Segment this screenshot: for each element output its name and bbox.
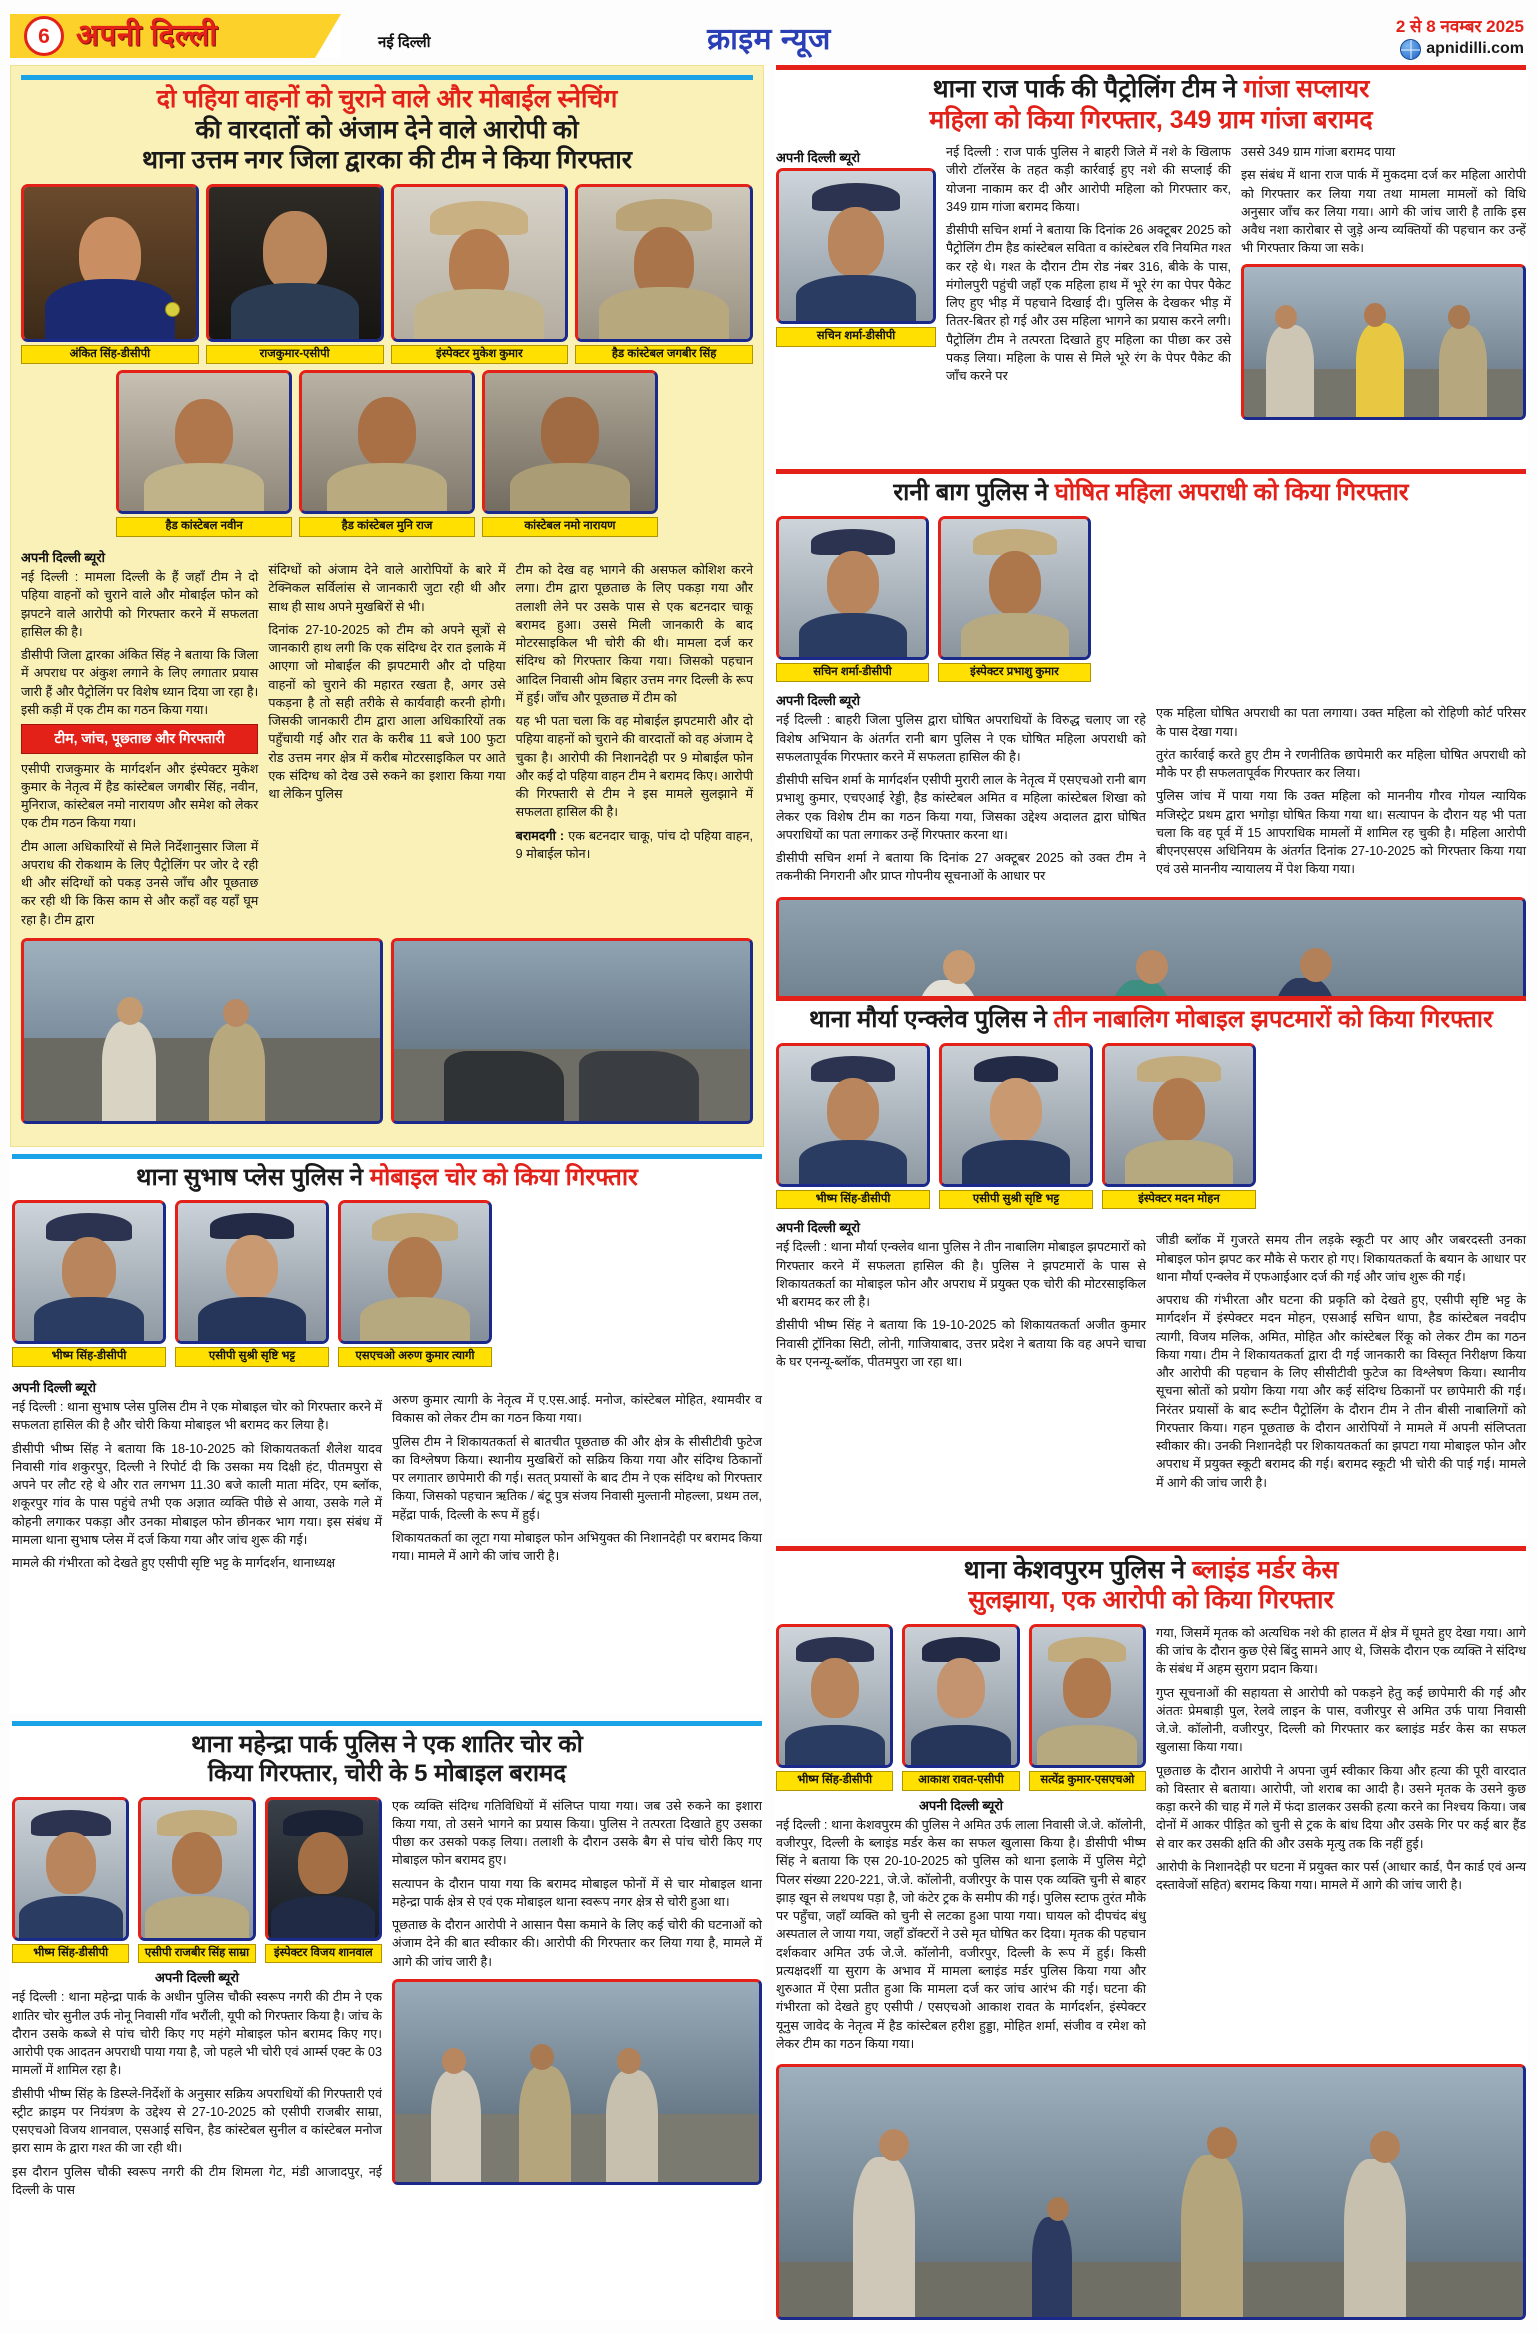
- divider-blue: [12, 1721, 762, 1726]
- section-title: क्राइम न्यूज: [707, 23, 831, 56]
- article-body-wrap: [12, 1373, 762, 1577]
- body-col-1: [946, 143, 1231, 420]
- photo-caption: सचिन शर्मा-डीसीपी: [776, 663, 929, 683]
- article-raj-park: [774, 65, 1528, 462]
- left-column: [10, 65, 764, 2320]
- photo-item: [175, 1200, 329, 1367]
- photo-item: [21, 184, 199, 365]
- photo-caption: इंस्पेक्टर विजय शानवाल: [265, 1944, 382, 1964]
- portrait-photo: [21, 184, 199, 342]
- photo-item: [265, 1797, 382, 1964]
- photo-strip-row2: [116, 370, 658, 537]
- paragraph: यह भी पता चला कि वह मोबाईल झपटमारी और दो पहिया वाहनों को चुराने की वारदातों को वह अंजाम दे चुका है। आरोपी की निशानदेही पर 9 मोबाईल फोन और कई दो पहिया वाहन टीम ने बरामद किए। आरोपी की गिरफ्तारी से टीम ने इस मामले सुलझाने में सफलता हासिल की है।: [515, 714, 753, 820]
- masthead: [10, 0, 1528, 60]
- photo-item: [299, 370, 475, 537]
- portrait-photo: [902, 1624, 1019, 1768]
- photo-item: [1029, 1624, 1146, 1791]
- body-col-3: [516, 543, 753, 934]
- divider-red: [776, 1546, 1526, 1551]
- photo-item: [776, 1624, 893, 1791]
- portrait-photo: [938, 516, 1091, 660]
- scene-photos-uttam: [21, 938, 753, 1124]
- body-col-2: [1241, 143, 1526, 420]
- body-col-1: [12, 1797, 382, 2205]
- paragraph: अपराध की गंभीरता और घटना की प्रकृति को देखते हुए, एसीपी सृष्टि भट्ट के मार्गदर्शन में इंस्पेक्टर मदन मोहन, एसआई सचिन थापा, हैड कांस्टेबल नवदीप त्यागी, विजय मलिक, अमित, मोहित और कांस्टेबल रिंकू को लेकर टीम का गठन किया गया। टीम ने शिकायतकर्ता द्वारा दी गई जानकारी का विस्तृत निरीक्षण किया और आरोपी की पहचान के लिए सीसीटीवी फुटेज का विश्लेषण किया। स्थानीय सूचना स्रोतों को प्रयोग किया गया और कई संदिग्ध ठिकानों पर छापेमारी की गई। निरंतर प्रयासों के बाद रूटीन पैट्रोलिंग के दौरान टीम ने तीन बीसी नाबालिगों को गिरफ्तार किया। गहन पूछताछ के दौरान आरोपियों ने मामले में अपनी संलिप्तता स्वीकार की। उनकी निशानदेही पर शिकायतकर्ता का झपटा गया मोबाइल फोन और अपराध में प्रयुक्त स्कूटी बरामद की गई। बरामद स्कूटी भी चोरी की पाई गई। मामले में आगे की जांच जारी है।: [1156, 1293, 1526, 1490]
- paragraph: एक व्यक्ति संदिग्ध गतिविधियों में संलिप्त पाया गया। जब उसे रुकने का इशारा किया गया, तो उसने भागने का प्रयास किया। पुलिस ने तत्परता दिखाते हुए उसका पीछा कर उसको पकड़ लिया। तलाशी के दौरान उसके बैग से पांच चोरी किए गए मोबाइल फोन बरामद हुए।: [392, 1798, 762, 1868]
- paragraph: आरोपी के निशानदेही पर घटना में प्रयुक्त कार पर्स (आधार कार्ड, पैन कार्ड एवं अन्य दस्तावेजों सहित) बरामद किया गया। मामले में आगे की जांच जारी है।: [1156, 1859, 1526, 1893]
- byline: अपनी दिल्ली ब्यूरो: [776, 1220, 861, 1236]
- article-body-wrap: [776, 1213, 1526, 1497]
- paragraph: मामले की गंभीरता को देखते हुए एसीपी सृष्टि भट्ट के मार्गदर्शन, थानाध्यक्ष: [12, 1556, 336, 1571]
- paragraph: संदिग्धों को अंजाम देने वाले आरोपियों के बारे में टेक्निकल सर्विलांस से जानकारी जुटा रही थी और साथ ही साथ अपने मुखबिरों से भी।: [268, 563, 506, 614]
- scene-photo: [21, 938, 383, 1124]
- paragraph: इस दौरान पुलिस चौकी स्वरूप नगरी की टीम शिमला गेट, मंडी आजादपुर, नई दिल्ली के पास: [12, 2164, 382, 2197]
- photo-item: [776, 1043, 930, 1210]
- photo-caption: कांस्टेबल नमो नारायण: [482, 517, 658, 537]
- globe-icon: [1400, 39, 1421, 60]
- photo-col: [776, 143, 936, 420]
- article-maurya-enclave: [774, 996, 1528, 1539]
- paragraph: नई दिल्ली : थाना सुभाष प्लेस पुलिस टीम ने एक मोबाइल चोर को गिरफ्तार करने में सफलता हासिल की है और चोरी किया मोबाइल भी बरामद कर लिया है।: [12, 1400, 382, 1433]
- paragraph: डीसीपी जिला द्वारका अंकित सिंह ने बताया कि जिला में अपराध पर अंकुश लगाने के लिए लगातार प्रयास जारी हैं और पैट्रोलिंग पर विशेष ध्यान दिया जा रहा है। इसी कड़ी में एक टीम का गठन किया गया।: [21, 648, 259, 717]
- byline: अपनी दिल्ली ब्यूरो: [776, 693, 861, 709]
- photo-strip-mahendra: [12, 1797, 382, 1964]
- portrait-photo: [1102, 1043, 1256, 1187]
- photo-item: [902, 1624, 1019, 1791]
- page-grid: [10, 65, 1528, 2320]
- photo-strip-rani-bagh: [776, 516, 1091, 683]
- paragraph: नई दिल्ली : थाना मौर्या एन्क्लेव थाना पुलिस ने तीन नाबालिग मोबाइल झपटमारों को गिरफ्तार करने में सफलता हासिल की है। पुलिस ने झपटमारों के पास से शिकायतकर्ता का मोबाइल फोन और अपराध में प्रयुक्त एक चोरी की मोटरसाइकिल भी बरामद कर ली है।: [776, 1240, 1146, 1310]
- photo-item: [12, 1797, 129, 1964]
- article-body-wrap: [21, 543, 753, 934]
- photo-strip-row1: [21, 184, 753, 365]
- portrait-photo: [1029, 1624, 1146, 1768]
- article-keshavpuram: [774, 1546, 1528, 2320]
- paragraph: डीसीपी भीष्म सिंह ने बताया कि 19-10-2025 को शिकायतकर्ता अजीत कुमार निवासी ट्रॉनिका सिटी, लोनी, गाजियाबाद, उत्तर प्रदेश ने बताया कि वह अपने चाचा के घर एनन्यू-ब्लॉक, पीतमपुरा जा रहा था।: [776, 1318, 1146, 1369]
- portrait-photo: [391, 184, 569, 342]
- paragraph: डीसीपी सचिन शर्मा ने बताया कि दिनांक 26 अक्टूबर 2025 को पैट्रोलिंग टीम हैड कांस्टेबल सविता व कांस्टेबल रवि नियमित गश्त कर रहे थे। गश्त के दौरान टीम रोड नंबर 316, बीके के पास, मंगोलपुरी पहुंची जहाँ एक महिला हाथ में भूरे रंग का पेपर पैकेट लिए हुए भीड़ में पहचाने दिखाई दी। पुलिस के देखकर भीड़ में तितर-बितर हो गई और उस महिला भागने का प्रयास करने लगी। पैट्रोलिंग टीम ने तत्परता दिखाते हुए महिला का पीछा कर उसे पकड़ लिया। महिला के पास से मिले भूरे रंग के पेपर पैकेट की जाँच करने पर: [946, 223, 1231, 383]
- paragraph: पुलिस जांच में पाया गया कि उक्त महिला को माननीय गौरव गोयल न्यायिक मजिस्ट्रेट प्रथम द्वारा भगोड़ा घोषित किया गया था। सत्यापन के दौरान यह भी पता चला कि वह पूर्व में 15 आपराधिक मामलों में शामिल रह चुकी है। महिला आरोपी बीएनएसएस अधिनियम के अंतर्गत दिनांक 27-10-2025 को गिरफ्तार किया गया एवं उसे माननीय न्यायालय में पेश किया गया।: [1156, 789, 1526, 877]
- photo-caption: भीष्म सिंह-डीसीपी: [776, 1771, 893, 1791]
- portrait-photo: [116, 370, 292, 514]
- paragraph: डीसीपी भीष्म सिंह के डिस्प्ले-निर्देशों के अनुसार सक्रिय अपराधियों की गिरफ्तारी एवं स्ट्रीट क्राइम पर नियंत्रण के उद्देश्य से 27-10-2025 को एसीपी राजबीर साम्रा, एसएचओ विजय शानवाल, एसआई सचिन, हैड कांस्टेबल सुनील व कांस्टेबल मनोज झरा साम के द्वारा गश्त की जा रही थी।: [12, 2086, 382, 2156]
- paragraph: टीम को देख वह भागने की असफल कोशिश करने लगा। टीम द्वारा पूछताछ के लिए पकड़ा गया और तलाशी लेने पर उसके पास से एक बटनदार चाकू बरामद हुआ। उससे मिली जानकारी के बाद मोटरसाइकिल भी चोरी की थी। मामला दर्ज कर संदिग्ध को गिरफ्तार किया गया। जिसको पहचान आदिल निवासी ओम बिहार उत्तम नगर दिल्ली के रूप में हुई। जाँच और पूछताछ में टीम को: [515, 563, 753, 705]
- byline: अपनी दिल्ली ब्यूरो: [776, 150, 861, 165]
- website-link[interactable]: [1396, 39, 1524, 60]
- photo-caption: हैड कांस्टेबल मुनि राज: [299, 517, 475, 537]
- body-col-2: [1156, 1624, 1526, 2058]
- paragraph: सत्यापन के दौरान पाया गया कि बरामद मोबाइल फोनों में से चार मोबाइल थाना महेन्द्रा पार्क क्षेत्र से एवं एक मोबाइल थाना स्वरूप नगर क्षेत्र से चोरी हुआ था।: [392, 1876, 762, 1909]
- paragraph: डीसीपी सचिन शर्मा के मार्गदर्शन एसीपी मुरारी लाल के नेतृत्व में एसएचओ रानी बाग प्रभाशु कुमार, एचएआई रेड्डी, हैड कांस्टेबल अमित व महिला कांस्टेबल शिखा को लेकर एक विशेष टीम का गठन किया गया, जिसका उद्देश्य अदालत द्वारा घोषित अपराधियों का पता लगाकर उन्हें गिरफ्तार करना था।: [776, 773, 1146, 842]
- divider-red: [776, 65, 1526, 70]
- scene-photo: [392, 1979, 762, 2185]
- byline: अपनी दिल्ली ब्यूरो: [12, 1380, 97, 1396]
- paragraph: डीसीपी भीष्म सिंह ने बताया कि 18-10-2025 को शिकायतकर्ता शैलेश यादव निवासी गांव शकुरपुर, दिल्ली ने रिपोर्ट दी कि उसका मय दिक्षी हंट, पीतमपुरा से अपने पर लौट रहे थे और रात लगभग 11.30 बजे काली माता मंदिर, एम ब्लॉक, शकूरपुर गांव के पास पहुंचे तभी एक अज्ञात व्यक्ति पीछे से आया, उसके गले में कोहनी लगाकर पकड़ा और उनका मोबाइल फोन छीनकर भाग गया। इस संबंध में मामला थाना सुभाष प्लेस में दर्ज किया गया और जांच शुरू की गई।: [12, 1441, 382, 1547]
- portrait-photo: [138, 1797, 255, 1941]
- scene-photo: [391, 938, 753, 1124]
- article-body-wrap: [776, 1624, 1526, 2058]
- paragraph: इस संबंध में थाना राज पार्क में मुकदमा दर्ज कर महिला आरोपी को गिरफ्तार कर लिया गया तथा मामला मामलों को विधि अनुसार जाँच कर लिया गया। आगे की जांच जारी है ताकि इस अवैध नशा कारोबार से जुड़े अन्य व्यक्तियों की पहचान कर उन्हें भी गिरफ्तार किया जा सके।: [1241, 168, 1526, 256]
- paragraph: एक महिला घोषित अपराधी का पता लगाया। उक्त महिला को रोहिणी कोर्ट परिसर के पास देखा गया।: [1156, 706, 1526, 739]
- photo-caption: इंस्पेक्टर मदन मोहन: [1102, 1190, 1256, 1210]
- portrait-photo: [482, 370, 658, 514]
- byline: अपनी दिल्ली ब्यूरो: [918, 1797, 1003, 1813]
- website-label: apnidilli.com: [1426, 40, 1524, 58]
- paragraph: एसीपी राजकुमार के मार्गदर्शन और इंस्पेक्टर मुकेश कुमार के नेतृत्व में हैड कांस्टेबल जगबीर सिंह, नवीन, मुनिराज, कांस्टेबल नमो नारायण और समेश को लेकर एक टीम गठन किया गया।: [21, 761, 259, 831]
- subhead-box: टीम, जांच, पूछताछ और गिरफ्तारी: [21, 724, 258, 754]
- headline-keshavpuram: थाना केशवपुरम पुलिस ने ब्लाइंड मर्डर केस सुलझाया, एक आरोपी को किया गिरफ्तार: [963, 1555, 1339, 1615]
- article-body-wrap: [12, 1797, 762, 2205]
- divider-blue: [21, 75, 753, 80]
- paragraph: उससे 349 ग्राम गांजा बरामद पाया: [1241, 145, 1396, 159]
- body-col-2: [1156, 686, 1526, 890]
- page-number: 6: [24, 16, 64, 56]
- body-col-1: [12, 1373, 382, 1577]
- brand-title: अपनी दिल्ली: [76, 19, 218, 52]
- portrait-photo: [12, 1200, 166, 1344]
- byline: अपनी दिल्ली ब्यूरो: [154, 1970, 239, 1986]
- paragraph: गुप्त सूचनाओं की सहायता से आरोपी को पकड़ने हेतु कई छापेमारी की गई और अंततः प्रेमबाड़ी पुल, रेलवे लाइन के पास, वजीरपुर से अमित उर्फ पाया निवासी जे.जे. कॉलोनी, वजीरपुर, दिल्ली को गिरफ्तार कर ब्लाइंड मर्डर केस का सफल खुलासा किया गया।: [1156, 1685, 1526, 1755]
- photo-caption: हैड कांस्टेबल नवीन: [116, 517, 292, 537]
- portrait-photo: [776, 1624, 893, 1768]
- scene-photo: [1241, 264, 1526, 420]
- headline-rani-bagh: रानी बाग पुलिस ने घोषित महिला अपराधी को किया गिरफ्तार: [893, 479, 1409, 507]
- photo-caption: हैड कांस्टेबल जगबीर सिंह: [575, 345, 753, 365]
- photo-item: [939, 1043, 1093, 1210]
- photo-caption: एसएचओ अरुण कुमार त्यागी: [338, 1347, 492, 1367]
- body-col-2: [392, 1373, 762, 1577]
- paragraph: नई दिल्ली : थाना केशवपुरम की पुलिस ने अमित उर्फ लाला निवासी जे.जे. कॉलोनी, वजीरपुर, दिल्ली के ब्लाइंड मर्डर केस का सफल खुलासा किया है। डीसीपी भीष्म सिंह ने बताया कि एस 20-10-2025 को पुलिस को थाना इलाके में पुलिस मेट्रो पिलर संख्या 220-221, जे.जे. कॉलोनी, वजीरपुर के पास एक व्यक्ति चुनी से बाहर झाड़ खून से लथपथ पड़ा है, जो कंटेर ट्रक के समीप की गई। पुलिस स्टाफ तुरंत मौके पर पहुँचा, जहाँ व्यक्ति को चुनी से लटका हुआ पाया गया। घायल को दीपचंद बंधु अस्पताल ले जाया गया, जहाँ डॉक्टरों ने उसे मृत घोषित कर दिया। मृतक की पहचान दर्शकवार अमित उर्फ जे.जे. कॉलोनी, वजीरपुर, दिल्ली के रूप में हुई। किसी प्रत्यक्षदर्शी या सुराग के अभाव में मामला ब्लाइंड मर्डर पुलिस किया गया और शुरुआत में ऐसा प्रतीत हुआ कि मामला दर्ज कर जांच आरंभ की गई। घटना की गंभीरता को देखते हुए एसीपी / एसएचओ आकाश रावत के मार्गदर्शन, इंस्पेक्टर यूनुस जावेद के नेतृत्व में हैड कांस्टेबल हरीश हुड्डा, मोहित शर्मा, संजीव व रमेश को लेकर टीम का गठन किया गया।: [776, 1817, 1146, 2051]
- body-col-2: [268, 543, 505, 934]
- right-column: [774, 65, 1528, 2320]
- photo-caption: इंस्पेक्टर मुकेश कुमार: [391, 345, 569, 365]
- body-col-1: [776, 686, 1146, 890]
- paragraph: तुरंत कार्रवाई करते हुए टीम ने रणनीतिक छापेमारी कर महिला घोषित अपराधी को मौके पर ही सफलतापूर्वक गिरफ्तार कर लिया।: [1156, 747, 1526, 781]
- photo-strip-subhash: [12, 1200, 492, 1367]
- article-body-wrap: [776, 686, 1526, 890]
- portrait-photo: [12, 1797, 129, 1941]
- paragraph: पुलिस टीम ने शिकायतकर्ता से बातचीत पूछताछ की और क्षेत्र के सीसीटीवी फुटेज का विश्लेषण किया। स्थानीय मुखबिरों को सक्रिय किया गया और संदिग्ध ठिकानों पर लगातार छापेमारी की गई। सतत् प्रयासों के बाद टीम ने एक संदिग्ध को गिरफ्तार किया, जिसको पहचान ऋतिक / बंटू पुत्र संजय निवासी मुल्तानी मोहल्ला, प्रथम तल, महेंद्रा पार्क, दिल्ली के रूप में हुई।: [392, 1434, 762, 1522]
- paragraph: शिकायतकर्ता का लूटा गया मोबाइल फोन अभियुक्त की निशानदेही पर बरामद किया गया। मामले में आगे की जांच जारी है।: [392, 1530, 762, 1564]
- photo-caption: अंकित सिंह-डीसीपी: [21, 345, 199, 365]
- paragraph: नई दिल्ली : थाना महेन्द्रा पार्क के अधीन पुलिस चौकी स्वरूप नगरी की टीम ने एक शातिर चोर सुनील उर्फ नोनू निवासी गाँव भरौंली, यूपी को गिरफ्तार किया है। जांच के दौरान उसके कब्जे से पांच चोरी किए गए महंगे मोबाइल फोन बरामद किए गए। आरोपी एक आदतन अपराधी पाया गया है, जो पहले भी चोरी एवं आर्म्स एक्ट के 03 मामलों में शामिल रहा है।: [12, 1990, 382, 2078]
- masthead-meta: [1396, 17, 1524, 60]
- paragraph: पूछताछ के दौरान आरोपी ने आसान पैसा कमाने के लिए कई चोरी की घटनाओं को अंजाम देने की बात स्वीकार की। आरोपी की गिरफ्तार कर लिया गया है, मामले में आगे की जांच जारी है।: [392, 1918, 762, 1969]
- portrait-photo: [206, 184, 384, 342]
- scene-photo: [776, 2064, 1526, 2320]
- issue-date: 2 से 8 नवम्बर 2025: [1395, 17, 1524, 37]
- portrait-photo: [299, 370, 475, 514]
- paragraph: अरुण कुमार त्यागी के नेतृत्व में ए.एस.आई. मनोज, कांस्टेबल मोहित, श्यामवीर व विकास को लेकर टीम का गठन किया गया।: [392, 1393, 762, 1426]
- paragraph: दिनांक 27-10-2025 को टीम को अपने सूत्रों से जानकारी हाथ लगी कि एक संदिग्ध देर रात इलाके में आएगा जो मोबाईल की झपटमारी और दो पहिया वाहनों को चुराने की महारत रखता है, अगर उसे पकड़ना है तो सही तरीके से कार्यवाही करनी होगी। जिसकी जानकारी टीम द्वारा आला अधिकारियों तक पहुँचायी गई और रात के करीब 11 बजे 100 फुटा रोड उत्तम नगर क्षेत्र में करीब मोटरसाइकिल पर आते एक संदिग्ध को देख उसे रुकने का इशारा किया गया था लेकिन पुलिस: [268, 622, 506, 802]
- subhead-inline: बरामदगी :: [515, 828, 565, 843]
- photo-caption: एसीपी राजबीर सिंह साम्रा: [138, 1944, 255, 1964]
- portrait-photo: [575, 184, 753, 342]
- paragraph: गया, जिसमें मृतक को अत्यधिक नशे की हालत में क्षेत्र में घूमते हुए देखा गया। आगे की जांच के दौरान कुछ ऐसे बिंदु सामने आए थे, जिसके दौरान एक व्यक्ति ने संदिग्ध के संबंध में अहम सुराग प्रदान किया।: [1156, 1625, 1526, 1677]
- photo-item: [206, 184, 384, 365]
- body-col-2: [392, 1797, 762, 2205]
- headline-uttam-nagar: दो पहिया वाहनों को चुराने वाले और मोबाईल स्नेचिंग की वारदातों को अंजाम देने वाले आरोपी को थाना उत्तम नगर जिला द्वारका की टीम ने किया गिरफ्तार: [141, 85, 633, 174]
- photo-item: [391, 184, 569, 365]
- photo-strip-maurya: [776, 1043, 1256, 1210]
- headline-mahendra-park: थाना महेन्द्रा पार्क पुलिस ने एक शातिर चोर को किया गिरफ्तार, चोरी के 5 मोबाइल बरामद: [191, 1731, 583, 1788]
- body-col-1: [776, 1624, 1146, 2058]
- photo-caption: सचिन शर्मा-डीसीपी: [776, 327, 936, 347]
- divider-red: [776, 469, 1526, 474]
- photo-item: [138, 1797, 255, 1964]
- headline-maurya-enclave: थाना मौर्या एन्क्लेव पुलिस ने तीन नाबालिग मोबाइल झपटमारों को किया गिरफ्तार: [809, 1006, 1493, 1034]
- portrait-photo: [776, 516, 929, 660]
- portrait-photo: [776, 1043, 930, 1187]
- body-col-1: [21, 543, 258, 934]
- portrait-photo: [776, 168, 936, 324]
- article-body-wrap: [776, 143, 1526, 420]
- photo-caption: आकाश रावत-एसीपी: [902, 1771, 1019, 1791]
- photo-caption: भीष्म सिंह-डीसीपी: [12, 1347, 166, 1367]
- paragraph: डीसीपी सचिन शर्मा ने बताया कि दिनांक 27 अक्टूबर 2025 को उक्त टीम ने तकनीकी निगरानी और प्राप्त गोपनीय सूचनाओं के आधार पर: [776, 851, 1146, 884]
- portrait-photo: [939, 1043, 1093, 1187]
- photo-caption: भीष्म सिंह-डीसीपी: [12, 1944, 129, 1964]
- photo-caption: सत्येंद्र कुमार-एसएचओ: [1029, 1771, 1146, 1791]
- photo-caption: भीष्म सिंह-डीसीपी: [776, 1190, 930, 1210]
- article-uttam-nagar: [10, 65, 764, 1147]
- paragraph: पूछताछ के दौरान आरोपी ने अपना जुर्म स्वीकार किया और हत्या की पूरी वारदात को विस्तार से बताया। आरोपी, जो शराब का आदी है। उसने मृतक के उसने कुछ कड़ा करने की चाह में गले में फंदा डालकर उसकी हत्या करने का निश्चय किया। जब दोनों में आकर पीड़ित को चुनी से ट्रक के बांध दिया और उसके गिर पर कई बार हैंड से वार कर उसकी क्षति की और उसके मृत्यु तक कि नहीं हुई।: [1156, 1763, 1526, 1851]
- paragraph: एक बटनदार चाकू, पांच दो पहिया वाहन, 9 मोबाईल फोन।: [515, 828, 753, 861]
- headline-raj-park: थाना राज पार्क की पैट्रोलिंग टीम ने गांजा सप्लायर महिला को किया गिरफ्तार, 349 ग्राम गांजा बरामद: [929, 75, 1373, 134]
- portrait-photo: [175, 1200, 329, 1344]
- photo-item: [482, 370, 658, 537]
- portrait-photo: [338, 1200, 492, 1344]
- photo-item: [1102, 1043, 1256, 1210]
- photo-item: [938, 516, 1091, 683]
- photo-caption: एसीपी सुश्री सृष्टि भट्ट: [175, 1347, 329, 1367]
- photo-item: [12, 1200, 166, 1367]
- photo-item: [575, 184, 753, 365]
- article-mahendra-park: [10, 1721, 764, 2320]
- paragraph: नई दिल्ली : राज पार्क पुलिस ने बाहरी जिले में नशे के खिलाफ जीरो टॉलरेंस के तहत कड़ी कार्रवाई हुए नशे की सप्लाई की योजना नाकाम कर दी और आरोपी महिला को गिरफ्तार कर, 349 ग्राम गांजा बरामद किया।: [946, 145, 1231, 214]
- body-col-2: [1156, 1213, 1526, 1497]
- article-subhash-place: [10, 1154, 764, 1714]
- byline: अपनी दिल्ली ब्यूरो: [21, 550, 106, 566]
- divider-red: [776, 996, 1526, 1001]
- photo-caption: राजकुमार-एसीपी: [206, 345, 384, 365]
- photo-caption: एसीपी सुश्री सृष्टि भट्ट: [939, 1190, 1093, 1210]
- divider-blue: [12, 1154, 762, 1159]
- photo-item: [338, 1200, 492, 1367]
- paragraph: नई दिल्ली : मामला दिल्ली के हैं जहाँ टीम ने दो पहिया वाहनों को चुराने वाले और मोबाईल फोन को झपटने वाले आरोपी को गिरफ्तार करने में सफलता हासिल की है।: [21, 570, 259, 639]
- article-rani-bagh: [774, 469, 1528, 989]
- headline-subhash-place: थाना सुभाष प्लेस पुलिस ने मोबाइल चोर को किया गिरफ्तार: [136, 1164, 638, 1191]
- paragraph: जीडी ब्लॉक में गुजरते समय तीन लड़के स्कूटी पर आए और जबरदस्ती उनका मोबाइल फोन झपट कर मौके से फरार हो गए। शिकायतकर्ता के बयान के आधार पर थाना मौर्या एन्क्लेव में एफआईआर दर्ज की गई और जांच शुरू की गई।: [1156, 1233, 1526, 1284]
- masthead-city: नई दिल्ली: [378, 34, 431, 51]
- body-col-1: [776, 1213, 1146, 1497]
- photo-strip-keshavpuram: [776, 1624, 1146, 1791]
- portrait-photo: [265, 1797, 382, 1941]
- paragraph: टीम आला अधिकारियों से मिले निर्देशानुसार जिला में अपराध की रोकथाम के लिए पैट्रोलिंग पर जोर दे रही थी और संदिग्धों को पकड़ उनसे जाँच और पूछताछ कर रही थी कि किस काम से और कहाँ वह यहाँ घूम रहा है। टीम द्वारा: [21, 839, 259, 927]
- masthead-flag: [10, 14, 340, 58]
- photo-item: [116, 370, 292, 537]
- photo-caption: इंस्पेक्टर प्रभाशु कुमार: [938, 663, 1091, 683]
- photo-item: [776, 516, 929, 683]
- paragraph: नई दिल्ली : बाहरी जिला पुलिस द्वारा घोषित अपराधियों के विरुद्ध चलाए जा रहे विशेष अभियान के अंतर्गत रानी बाग पुलिस ने एक घोषित महिला अपराधी को सफलतापूर्वक गिरफ्तार करने में सफलता हासिल की है।: [776, 713, 1146, 764]
